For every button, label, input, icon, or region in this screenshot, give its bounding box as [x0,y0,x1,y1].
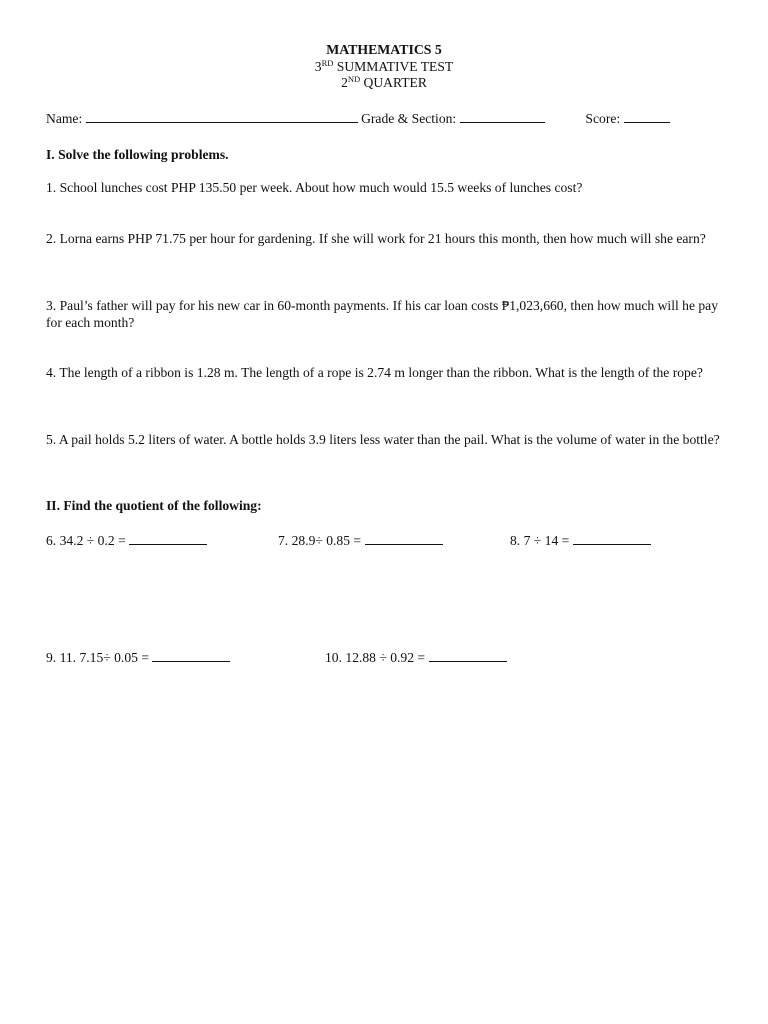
quotient-item-6 [46,533,207,549]
quotient-item-text: 9. 11. 7.15÷ 0.05 = [46,650,153,665]
answer-blank[interactable] [129,533,207,545]
student-info-row [46,111,670,127]
quotient-item-9 [46,650,230,666]
answer-blank[interactable] [429,650,507,662]
quarter-label: QUARTER [360,75,427,90]
quarter-number: 2 [341,75,348,90]
problem-1: 1. School lunches cost PHP 135.50 per week. About how much would 15.5 weeks of lunches cost? [46,180,583,195]
test-title [0,59,768,76]
section-2-heading: II. Find the quotient of the following: [46,498,262,513]
score-label: Score: [585,111,621,126]
grade-section-label: Grade & Section: [361,111,457,126]
score-blank[interactable] [624,111,670,123]
quotient-item-text: 6. 34.2 ÷ 0.2 = [46,533,130,548]
test-label: SUMMATIVE TEST [333,58,454,74]
quotient-item-7 [278,533,443,549]
problem-3: 3. Paul’s father will pay for his new car in 60-month payments. If his car loan costs ₱1,023,660, then how much will he pay for each month? [46,298,719,330]
answer-blank[interactable] [573,533,651,545]
test-number: 3 [314,58,322,74]
answer-blank[interactable] [152,650,230,662]
grade-section-blank[interactable] [460,111,545,123]
answer-blank[interactable] [365,533,443,545]
quotient-item-text: 7. 28.9÷ 0.85 = [278,533,365,548]
subject-title: MATHEMATICS 5 [326,42,442,57]
section-1-heading: I. Solve the following problems. [46,147,229,162]
name-blank[interactable] [86,111,358,123]
name-label: Name: [46,111,83,126]
quotient-item-text: 8. 7 ÷ 14 = [510,533,573,548]
quotient-item-text: 10. 12.88 ÷ 0.92 = [325,650,429,665]
quotient-item-10 [325,650,507,666]
document-header [0,42,768,92]
problem-2: 2. Lorna earns PHP 71.75 per hour for gardening. If she will work for 21 hours this month, then how much will she earn? [46,231,706,246]
problem-4: 4. The length of a ribbon is 1.28 m. The length of a rope is 2.74 m longer than the ribbon. What is the length of the rope? [46,365,703,380]
test-number-suffix: RD [321,57,334,68]
quarter-title [0,75,768,92]
quotient-item-8 [510,533,651,549]
quarter-number-suffix: ND [347,74,361,84]
problem-5: 5. A pail holds 5.2 liters of water. A bottle holds 3.9 liters less water than the pail. What is the volume of water in the bottle? [46,432,720,447]
